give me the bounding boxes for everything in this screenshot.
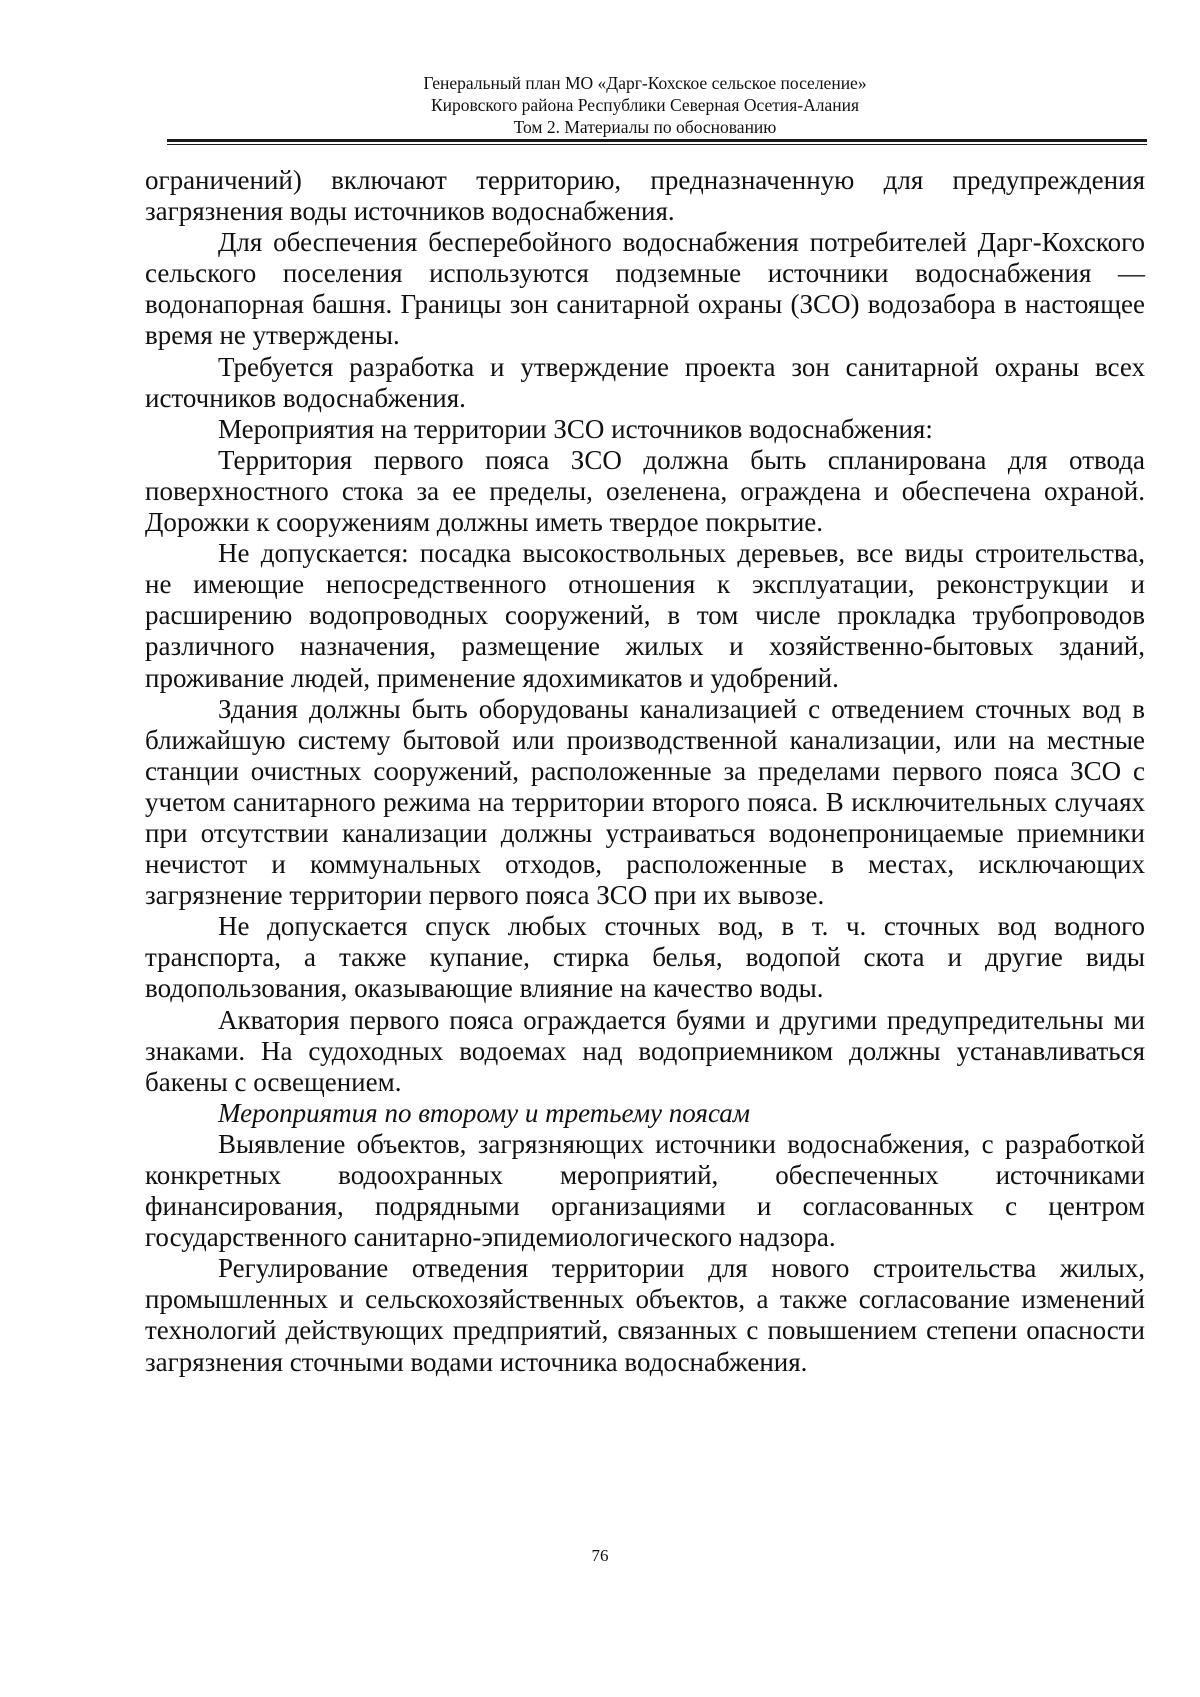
page-number: 76 (591, 1546, 609, 1565)
document-header (145, 72, 1145, 138)
paragraph: Не допускается спуск любых сточных вод, в т. ч. сточных вод водного транспорта, а также купание, стирка белья, водопой скота и другие виды водопользования, оказывающие влияние на качество воды. (145, 911, 1145, 1004)
paragraph: Территория первого пояса ЗСО должна быть спланирована для отвода поверхностного стока за ее пределы, озеленена, ограждена и обеспечена охраной. Дорожки к сооружениям должны иметь твердое покрытие. (145, 444, 1145, 538)
header-rule-thick (167, 139, 1147, 142)
paragraph: Требуется разработка и утверждение проекта зон санитарной охраны всех источников водоснабжения. (145, 351, 1145, 413)
body-text (145, 165, 1145, 1378)
header-title-line: Генеральный план МО «Дарг-Кохское сельское поселение» (423, 73, 867, 93)
paragraph: Акватория первого пояса ограждается буями и другими предупредительны ми знаками. На судоходных водоемах над водоприемником должны устанавливаться бакены с освещением. (145, 1004, 1145, 1097)
header-region-line: Кировского района Республики Северная Осетия-Алания (430, 95, 860, 115)
paragraph: Мероприятия на территории ЗСО источников водоснабжения: (218, 413, 933, 444)
paragraph: ограничений) включают территорию, предназначенную для предупреждения загрязнения воды источников водоснабжения. (145, 165, 1145, 227)
paragraph: Регулирование отведения территории для нового строительства жилых, промышленных и сельскохозяйственных объектов, а также согласование изменений технологий действующих предприятий, связанных с повышением степени опасности загрязнения сточными водами источника водоснабжения. (145, 1253, 1145, 1377)
section-subheading: Мероприятия по второму и третьему поясам (218, 1097, 750, 1128)
paragraph: Для обеспечения бесперебойного водоснабжения потребителей Дарг-Кохского сельского поселения используются подземные источники водоснабжения — водонапорная башня. Границы зон санитарной охраны (ЗСО) водозабора в настоящее время не утверждены. (145, 227, 1145, 351)
paragraph: Выявление объектов, загрязняющих источники водоснабжения, с разработкой конкретных водоохранных мероприятий, обеспеченных источниками финансирования, подрядными организациями и согласованных с центром государственного санитарно-эпидемиологического надзора. (145, 1128, 1145, 1253)
header-rule-thin (167, 144, 1147, 145)
paragraph: Здания должны быть оборудованы канализацией с отведением сточных вод в ближайшую систему бытовой или производственной канализации, или на местные станции очистных сооружений, расположенные за пределами первого пояса ЗСО с учетом санитарного режима на территории второго пояса. В исключительных случаях при отсутствии канализации должны устраиваться водонепроницаемые приемники нечистот и коммунальных отходов, расположенные в местах, исключающих загрязнение территории первого пояса ЗСО при их вывозе. (145, 693, 1145, 911)
header-volume-line: Том 2. Материалы по обоснованию (513, 117, 777, 137)
paragraph: Не допускается: посадка высокоствольных деревьев, все виды строительства, не имеющие непосредственного отношения к эксплуатации, реконструкции и расширению водопроводных сооружений, в том числе прокладка трубопроводов различного назначения, размещение жилых и хозяйственно-бытовых зданий, проживание людей, применение ядохимикатов и удобрений. (145, 538, 1145, 693)
